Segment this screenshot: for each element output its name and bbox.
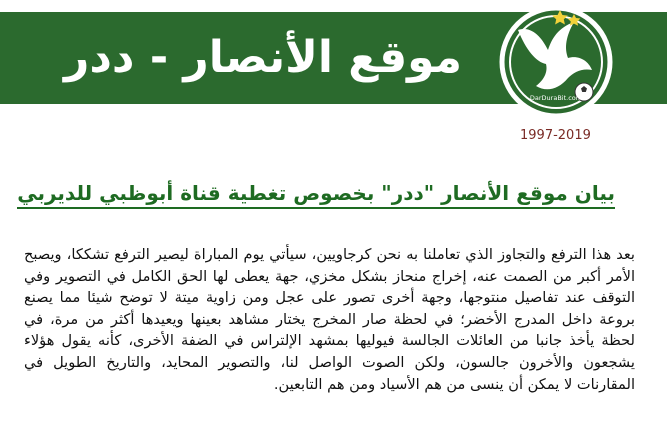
years-range: 1997-2019 — [520, 128, 591, 143]
site-title: موقع الأنصار - ددر — [64, 32, 462, 83]
article-paragraph: بعد هذا الترفع والتجاوز الذي تعاملنا به نحن كرجاويين، سيأتي يوم المباراة ليصير الترفع تشككا، ويصبح الأمر أكبر من الصمت عنه، إخراج منحاز بشكل مخزي، جهة يعطى لها الحق الكامل في التصوير وفي التوقف عند تفاصيل منتوجها، وجهة أخرى تصور على عجل ومن زاوية ميتة لا توضح شيئا مما يصنع بروعة داخل المدرج الأخضر؛ في لحظة صار المخرج يختار مشاهد بعينها ويعيدها أكثر من مرة، في لحظة يأخذ جانبا من العائلات الجالسة فيوليها بمشهد الإلتراس في الضفة الأخرى، كأنه يقول هؤلاء يشجعون والأخرون جالسون، ولكن الصوت الواصل لنا، والتصوير المحايد، والتاريخ الطويل في المقارنات لا يمكن أن ينسى من هم الأسياد ومن هم التابعين. — [24, 246, 635, 393]
eagle-logo-icon — [488, 0, 618, 120]
svg-text:DarDuraBit.com: DarDuraBit.com — [529, 94, 583, 102]
article-body — [24, 244, 635, 395]
article-heading: بيان موقع الأنصار "ددر" بخصوص تغطية قناة أبوظبي للديربي — [17, 180, 615, 209]
